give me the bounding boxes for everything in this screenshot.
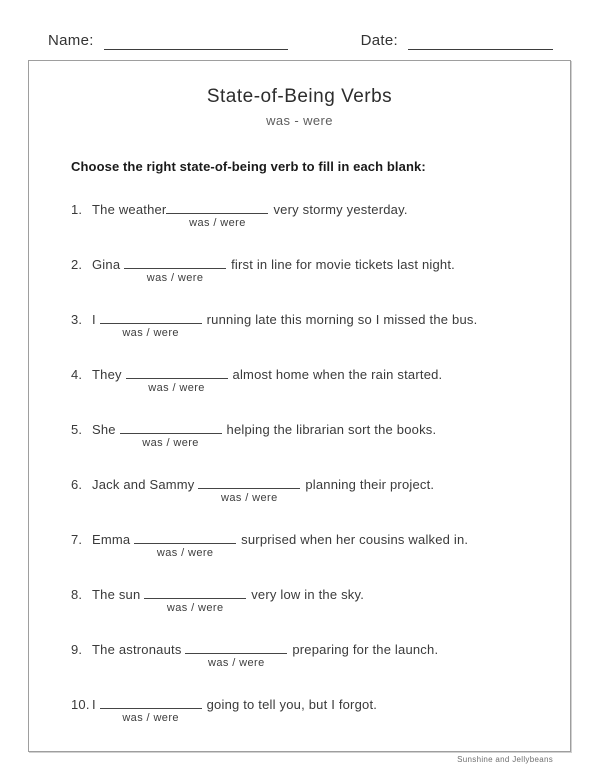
verb-choice-label: was / were	[221, 492, 278, 504]
verb-choice-label: was / were	[148, 382, 205, 394]
answer-blank	[166, 211, 268, 229]
worksheet-item	[29, 587, 570, 642]
item-sentence	[92, 642, 439, 669]
name-label: Name:	[48, 32, 94, 49]
answer-blank	[124, 266, 226, 284]
worksheet-item	[29, 202, 570, 257]
worksheet-item	[29, 422, 570, 477]
sentence-after-blank: running late this morning so I missed the bus.	[206, 312, 478, 327]
date-label: Date:	[360, 32, 398, 49]
header-bar	[48, 32, 553, 50]
verb-choice-label: was / were	[166, 602, 224, 614]
worksheet-item	[29, 367, 570, 422]
item-number: 3.	[71, 312, 83, 327]
item-number: 9.	[71, 642, 83, 657]
sentence-after-blank: going to tell you, but I forgot.	[206, 697, 378, 712]
item-number: 1.	[71, 202, 83, 217]
answer-blank	[100, 706, 202, 724]
date-line	[408, 34, 553, 50]
verb-choice-label: was / were	[156, 547, 214, 559]
answer-blank	[185, 651, 287, 669]
worksheet-item	[29, 642, 570, 697]
worksheet-subtitle: was - were	[266, 113, 333, 128]
sentence-after-blank: first in line for movie tickets last night.	[231, 257, 455, 272]
sentence-before-blank: The weather	[92, 202, 167, 217]
item-number: 7.	[71, 532, 83, 547]
item-sentence	[92, 202, 408, 229]
item-sentence	[92, 367, 443, 394]
item-number: 10.	[71, 697, 90, 712]
date-field	[361, 32, 553, 50]
name-field	[48, 32, 288, 50]
sentence-after-blank: planning their project.	[305, 477, 435, 492]
verb-choice-label: was / were	[208, 657, 265, 669]
sentence-after-blank: very stormy yesterday.	[273, 202, 408, 217]
sentence-before-blank: Jack and Sammy	[92, 477, 199, 492]
instructions-text: Choose the right state-of-being verb to fill in each blank:	[71, 159, 426, 174]
item-number: 6.	[71, 477, 83, 492]
item-sentence	[92, 587, 365, 614]
sentence-before-blank: She	[92, 422, 120, 437]
answer-blank	[120, 431, 222, 449]
verb-choice-label: was / were	[122, 327, 179, 339]
sentence-before-blank: I	[92, 697, 100, 712]
publisher-credit: Sunshine and Jellybeans	[457, 755, 553, 764]
sentence-before-blank: I	[92, 312, 100, 327]
worksheet-item	[29, 532, 570, 587]
verb-choice-label: was / were	[146, 272, 204, 284]
answer-blank	[144, 596, 246, 614]
answer-blank	[126, 376, 228, 394]
sentence-before-blank: Gina	[92, 257, 125, 272]
item-number: 8.	[71, 587, 83, 602]
name-line	[104, 34, 288, 50]
answer-blank	[100, 321, 202, 339]
sentence-after-blank: almost home when the rain started.	[232, 367, 443, 382]
worksheet-sheet	[28, 60, 571, 752]
sentence-before-blank: The sun	[92, 587, 145, 602]
item-sentence	[92, 697, 378, 724]
verb-choice-label: was / were	[122, 712, 179, 724]
sentence-after-blank: preparing for the launch.	[292, 642, 439, 657]
item-number: 5.	[71, 422, 83, 437]
sentence-after-blank: very low in the sky.	[251, 587, 365, 602]
sentence-before-blank: The astronauts	[92, 642, 186, 657]
verb-choice-label: was / were	[189, 217, 246, 229]
item-number: 2.	[71, 257, 83, 272]
sentence-before-blank: They	[92, 367, 126, 382]
sentence-after-blank: surprised when her cousins walked in.	[241, 532, 469, 547]
item-sentence	[92, 422, 437, 449]
item-sentence	[92, 257, 455, 284]
verb-choice-label: was / were	[142, 437, 199, 449]
worksheet-item	[29, 257, 570, 312]
sentence-before-blank: Emma	[92, 532, 135, 547]
worksheet-title: State-of-Being Verbs	[206, 86, 393, 107]
worksheet-item	[29, 477, 570, 532]
worksheet-item	[29, 697, 570, 752]
item-sentence	[92, 532, 469, 559]
item-sentence	[92, 312, 478, 339]
sentence-after-blank: helping the librarian sort the books.	[226, 422, 437, 437]
answer-blank	[134, 541, 236, 559]
item-number: 4.	[71, 367, 83, 382]
item-sentence	[92, 477, 435, 504]
items-list	[29, 202, 570, 752]
worksheet-item	[29, 312, 570, 367]
answer-blank	[198, 486, 300, 504]
